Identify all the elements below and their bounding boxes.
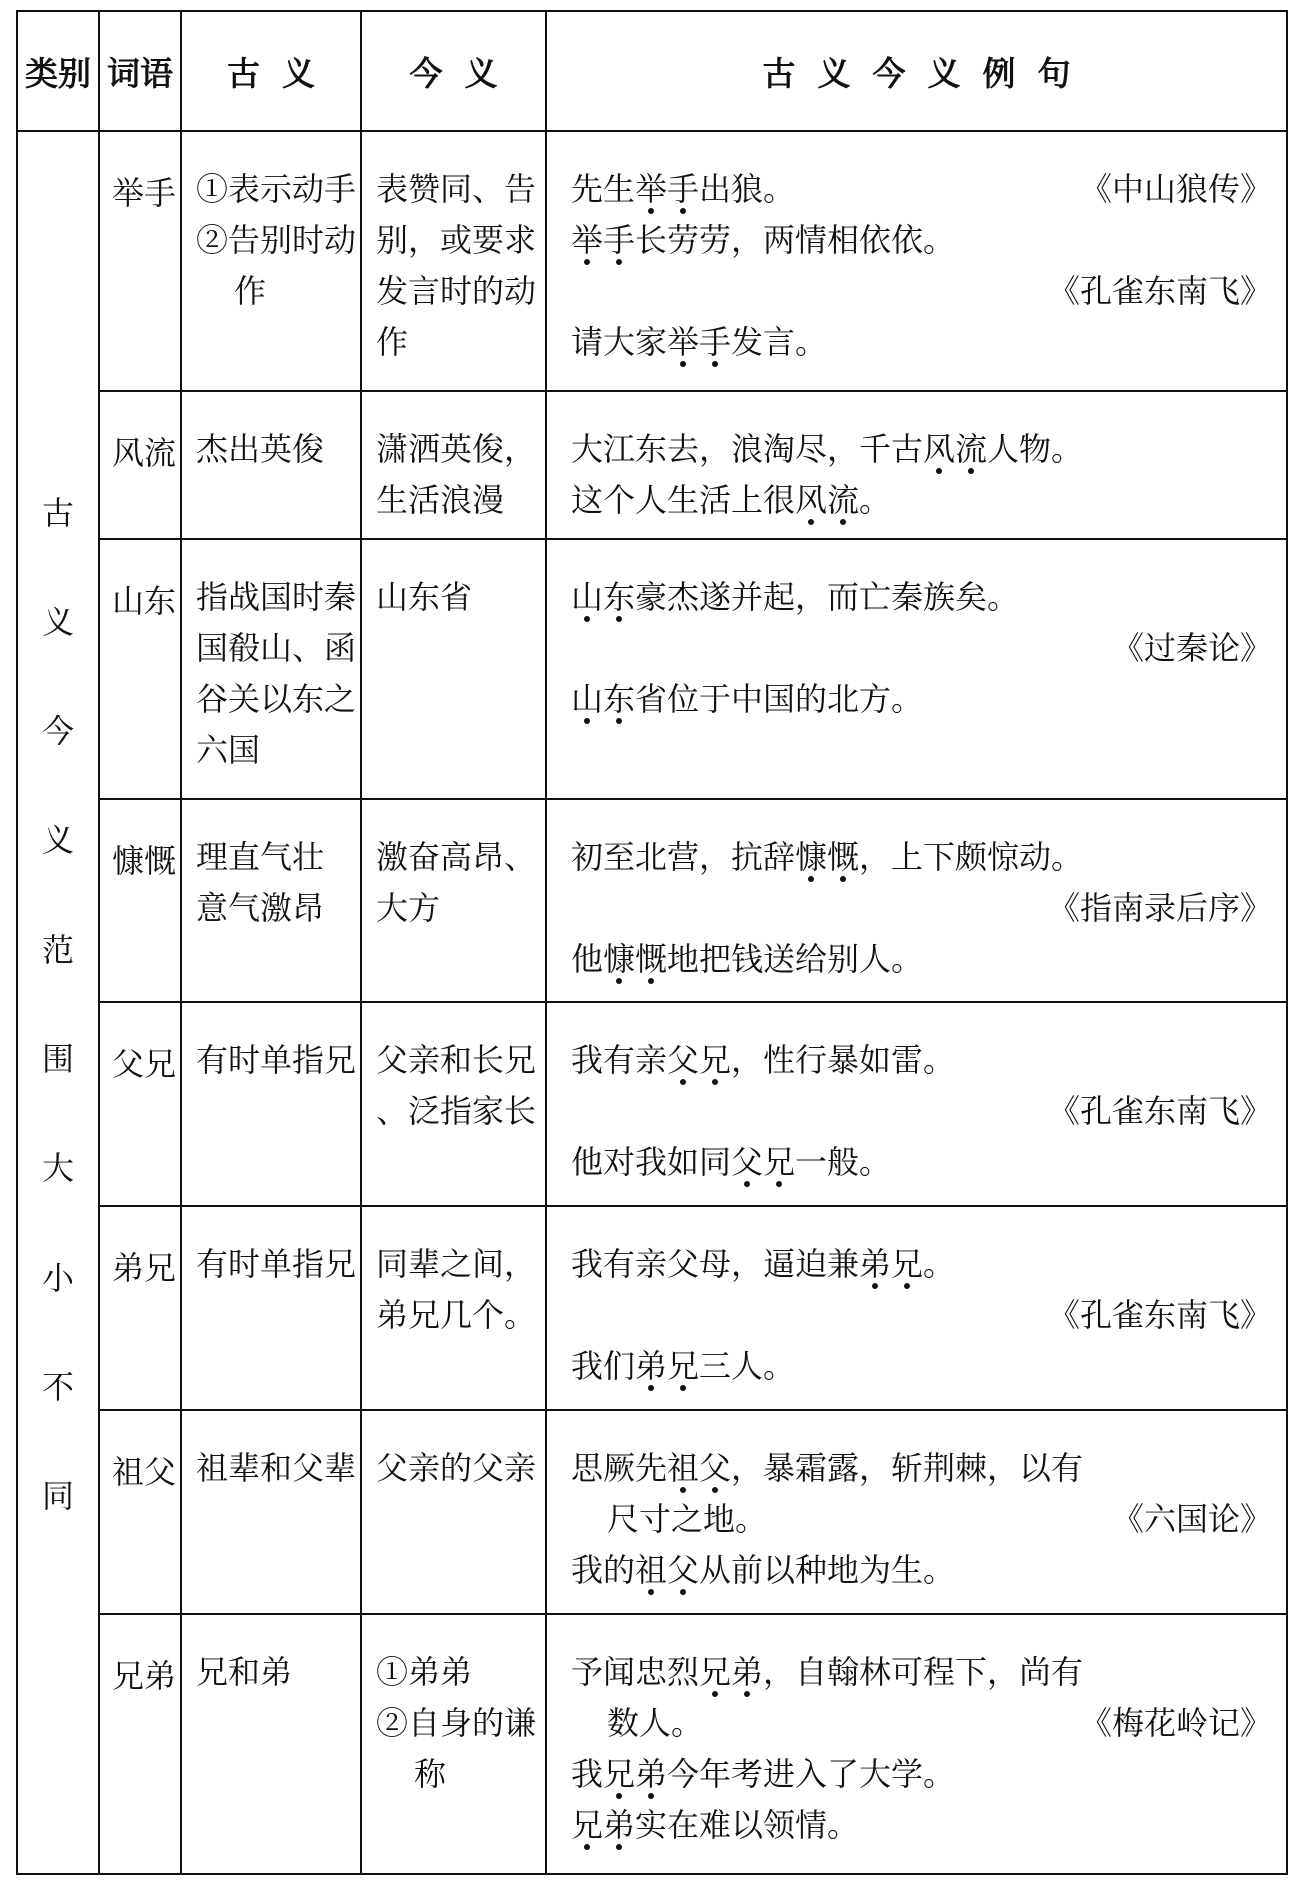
example-cell: [546, 799, 1287, 1003]
dotted-char: 弟: [859, 1245, 892, 1284]
dotted-char: 举: [571, 221, 604, 259]
header-category: 类别: [17, 11, 99, 131]
category-char: 围: [41, 1040, 74, 1079]
example-text: 一般。: [795, 1143, 892, 1182]
example-text: 我们: [571, 1347, 636, 1386]
example-text: 数人。: [607, 1704, 704, 1743]
dotted-char: 慨: [635, 939, 668, 978]
source-citation: 《过秦论》: [1111, 628, 1272, 667]
ancient-line: ①表示动手: [196, 170, 357, 208]
table-row: [17, 391, 1287, 539]
dotted-char: 弟: [635, 1347, 668, 1386]
ancient-line: 六国: [196, 730, 261, 769]
word-cell: 父兄: [99, 1002, 181, 1206]
example-line: [571, 572, 1272, 623]
ancient-meaning-cell: [181, 1002, 361, 1206]
ancient-line: 有时单指兄: [196, 1245, 357, 1284]
example-text: 这个人生活上很: [571, 480, 796, 519]
dotted-word: [795, 838, 859, 876]
dotted-char: 父: [699, 1449, 732, 1488]
category-char: 义: [41, 602, 74, 641]
modern-line: ①弟弟: [376, 1653, 473, 1692]
example-line: [571, 1137, 1272, 1188]
example-line: [571, 674, 1272, 725]
table-row: [17, 1002, 1287, 1206]
ancient-meaning-cell: [181, 1410, 361, 1614]
example-text: 我有亲父母，逼迫兼: [571, 1245, 860, 1284]
example-cell: [546, 539, 1287, 799]
dotted-char: 东: [603, 679, 636, 718]
dotted-char: 弟: [603, 1806, 636, 1845]
dotted-char: 祖: [635, 1551, 668, 1590]
example-text: 地把钱送给别人。: [667, 939, 924, 978]
example-text: 我有亲: [571, 1041, 668, 1080]
modern-line: 潇洒英俊，: [376, 429, 537, 468]
modern-meaning-cell: [361, 1614, 546, 1874]
word-cell: 祖父: [99, 1410, 181, 1614]
modern-meaning-cell: [361, 539, 546, 799]
dotted-char: 兄: [763, 1143, 796, 1182]
dotted-char: 举: [667, 323, 700, 361]
dotted-word: [731, 1143, 795, 1181]
category-label: [18, 488, 98, 1518]
category-char: 不: [41, 1368, 74, 1407]
example-text: 出狼。: [699, 170, 796, 208]
dotted-word: [667, 1041, 731, 1079]
modern-line: 作: [376, 323, 409, 361]
dotted-char: 慨: [827, 837, 860, 876]
modern-meaning-cell: [361, 131, 546, 391]
word-cell: 举手: [99, 131, 181, 391]
ancient-line: 理直气壮: [196, 837, 325, 876]
dotted-char: 流: [827, 480, 860, 519]
dotted-word: [571, 1806, 635, 1844]
example-cell: [546, 131, 1287, 391]
example-line: [571, 832, 1272, 883]
modern-line: 表赞同、告: [376, 170, 537, 208]
table-row: [17, 1614, 1287, 1874]
example-cell: [546, 1614, 1287, 1874]
example-line: [571, 317, 1272, 368]
example-text: ，上下颇惊动。: [859, 837, 1084, 876]
dotted-word: [635, 1551, 699, 1589]
source-citation: 《孔雀东南飞》: [1047, 272, 1272, 310]
ancient-meaning-cell: [181, 799, 361, 1003]
word-cell: 慷慨: [99, 799, 181, 1003]
example-text: 实在难以领情。: [635, 1806, 860, 1845]
example-text: 。: [923, 1245, 956, 1284]
example-text: 我: [571, 1755, 604, 1794]
category-char: 今: [41, 712, 74, 751]
example-text: ，自翰林可程下，尚有: [763, 1653, 1084, 1692]
example-text: 初至北营，抗辞: [571, 837, 796, 876]
example-text: 大江东去，浪淘尽，千古: [571, 429, 924, 468]
dotted-char: 手: [603, 221, 636, 259]
ancient-meaning-cell: [181, 1614, 361, 1874]
header-examples: 古义今义例句: [546, 11, 1287, 131]
example-line: [571, 1341, 1272, 1392]
dotted-char: 慷: [795, 837, 828, 876]
dotted-char: 父: [667, 1041, 700, 1080]
dotted-char: 弟: [635, 1755, 668, 1794]
source-citation: 《中山狼传》: [1079, 170, 1272, 208]
modern-meaning-cell: [361, 1002, 546, 1206]
example-line: [571, 1035, 1272, 1086]
ancient-line: ②告别时动: [196, 221, 357, 259]
modern-meaning-cell: [361, 799, 546, 1003]
example-line: [571, 1443, 1272, 1494]
source-citation: 《孔雀东南飞》: [1047, 1296, 1272, 1335]
example-text: 。: [859, 480, 892, 519]
example-line: [571, 1494, 1272, 1545]
dotted-char: 父: [667, 1551, 700, 1590]
dotted-char: 手: [667, 170, 700, 208]
dotted-word: [635, 170, 699, 208]
example-line: [571, 1545, 1272, 1596]
example-line: [571, 934, 1272, 985]
example-text: 人物。: [987, 429, 1084, 468]
dotted-word: [603, 940, 667, 978]
modern-line: 弟兄几个。: [376, 1296, 537, 1335]
ancient-line: 国殽山、函: [196, 628, 357, 667]
header-row: [17, 11, 1287, 131]
dotted-char: 风: [923, 429, 956, 468]
example-text: 我的: [571, 1551, 636, 1590]
category-char: 大: [41, 1149, 74, 1188]
dotted-char: 举: [635, 170, 668, 208]
ancient-line: 有时单指兄: [196, 1041, 357, 1080]
example-cell: [546, 1206, 1287, 1410]
dotted-char: 父: [731, 1143, 764, 1182]
dotted-char: 手: [699, 323, 732, 361]
example-text: 省位于中国的北方。: [635, 679, 924, 718]
modern-line: 、泛指家长: [376, 1092, 537, 1131]
example-text: 他: [571, 939, 604, 978]
header-modern: 今义: [361, 11, 546, 131]
example-text: 予闻忠烈: [571, 1653, 700, 1692]
example-text: 先生: [571, 170, 636, 208]
dotted-char: 山: [571, 577, 604, 616]
modern-meaning-cell: [361, 1410, 546, 1614]
modern-meaning-cell: [361, 391, 546, 539]
example-text: 他对我如同: [571, 1143, 732, 1182]
dotted-char: 慷: [603, 939, 636, 978]
example-line: [571, 1647, 1272, 1698]
example-line: [571, 424, 1272, 475]
dotted-word: [923, 430, 987, 468]
dotted-char: 兄: [603, 1755, 636, 1794]
dotted-char: 兄: [891, 1245, 924, 1284]
dotted-char: 兄: [571, 1806, 604, 1845]
source-citation: 《指南录后序》: [1047, 888, 1272, 927]
example-cell: [546, 391, 1287, 539]
ancient-meaning-cell: [181, 1206, 361, 1410]
ancient-line: 意气激昂: [196, 888, 325, 927]
example-text: ，暴霜露，斩荆棘，以有: [731, 1449, 1084, 1488]
example-cell: [546, 1410, 1287, 1614]
example-line: [571, 215, 1272, 266]
table-row: [17, 1410, 1287, 1614]
dotted-char: 兄: [699, 1653, 732, 1692]
dotted-word: [603, 1755, 667, 1793]
dotted-word: [571, 680, 635, 718]
ancient-line: 指战国时秦: [196, 577, 357, 616]
dotted-char: 流: [955, 429, 988, 468]
modern-line: 称: [414, 1755, 447, 1794]
category-cell: [17, 131, 99, 1874]
modern-line: 大方: [376, 888, 441, 927]
modern-line: 父亲的父亲: [376, 1449, 537, 1488]
category-char: 范: [41, 930, 74, 969]
ancient-line: 作: [234, 272, 267, 310]
dotted-char: 东: [603, 577, 636, 616]
example-line: [571, 1239, 1272, 1290]
word-cell: 弟兄: [99, 1206, 181, 1410]
modern-line: 发言时的动: [376, 272, 537, 310]
modern-line: ②自身的谦: [376, 1704, 537, 1743]
dotted-char: 兄: [667, 1347, 700, 1386]
dotted-word: [667, 1449, 731, 1487]
ancient-meaning-cell: [181, 131, 361, 391]
word-cell: 山东: [99, 539, 181, 799]
modern-line: 山东省: [376, 577, 473, 616]
category-char: 小: [41, 1258, 74, 1297]
dotted-word: [859, 1245, 923, 1283]
ancient-line: 兄和弟: [196, 1653, 293, 1692]
source-citation: 《六国论》: [1111, 1500, 1272, 1539]
dotted-char: 风: [795, 480, 828, 519]
dotted-char: 弟: [731, 1653, 764, 1692]
modern-meaning-cell: [361, 1206, 546, 1410]
word-cell: 风流: [99, 391, 181, 539]
example-text: 长劳劳，两情相依依。: [635, 221, 956, 259]
example-line: [571, 1749, 1272, 1800]
example-text: 从前以种地为生。: [699, 1551, 956, 1590]
dotted-word: [571, 578, 635, 616]
dotted-word: [635, 1347, 699, 1385]
example-line: [571, 164, 1272, 215]
example-text: 今年考进入了大学。: [667, 1755, 956, 1794]
header-ancient: 古义: [181, 11, 361, 131]
ancient-meaning-cell: [181, 539, 361, 799]
modern-line: 同辈之间，: [376, 1245, 537, 1284]
category-char: 古: [41, 493, 74, 532]
dotted-char: 祖: [667, 1449, 700, 1488]
table-row: [17, 799, 1287, 1003]
example-line: [571, 475, 1272, 526]
ancient-line: 祖辈和父辈: [196, 1449, 357, 1488]
dotted-char: 山: [571, 679, 604, 718]
header-word: 词语: [99, 11, 181, 131]
modern-line: 生活浪漫: [376, 480, 505, 519]
example-text: 尺寸之地。: [607, 1500, 768, 1539]
ancient-meaning-cell: [181, 391, 361, 539]
modern-line: 激奋高昂、: [376, 837, 537, 876]
example-text: 豪杰遂并起，而亡秦族矣。: [635, 577, 1020, 616]
dotted-char: 兄: [699, 1041, 732, 1080]
example-text: 发言。: [731, 323, 828, 361]
example-line: [571, 1800, 1272, 1851]
category-char: 义: [41, 821, 74, 860]
example-text: 三人。: [699, 1347, 796, 1386]
table-row: [17, 539, 1287, 799]
example-text: 思厥先: [571, 1449, 668, 1488]
dotted-word: [571, 221, 635, 259]
modern-line: 别，或要求: [376, 221, 537, 259]
example-cell: [546, 1002, 1287, 1206]
example-text: 请大家: [571, 323, 668, 361]
source-citation: 《梅花岭记》: [1079, 1704, 1272, 1743]
example-line: [571, 1698, 1272, 1749]
table-row: [17, 1206, 1287, 1410]
vocabulary-table: [16, 10, 1288, 1875]
ancient-line: 杰出英俊: [196, 429, 325, 468]
dotted-word: [795, 481, 859, 519]
word-cell: 兄弟: [99, 1614, 181, 1874]
dotted-word: [699, 1653, 763, 1691]
source-citation: 《孔雀东南飞》: [1047, 1092, 1272, 1131]
dotted-word: [667, 323, 731, 361]
table-row: [17, 131, 1287, 391]
category-char: 同: [41, 1477, 74, 1516]
ancient-line: 谷关以东之: [196, 679, 357, 718]
modern-line: 父亲和长兄: [376, 1041, 537, 1080]
example-text: ，性行暴如雷。: [731, 1041, 956, 1080]
